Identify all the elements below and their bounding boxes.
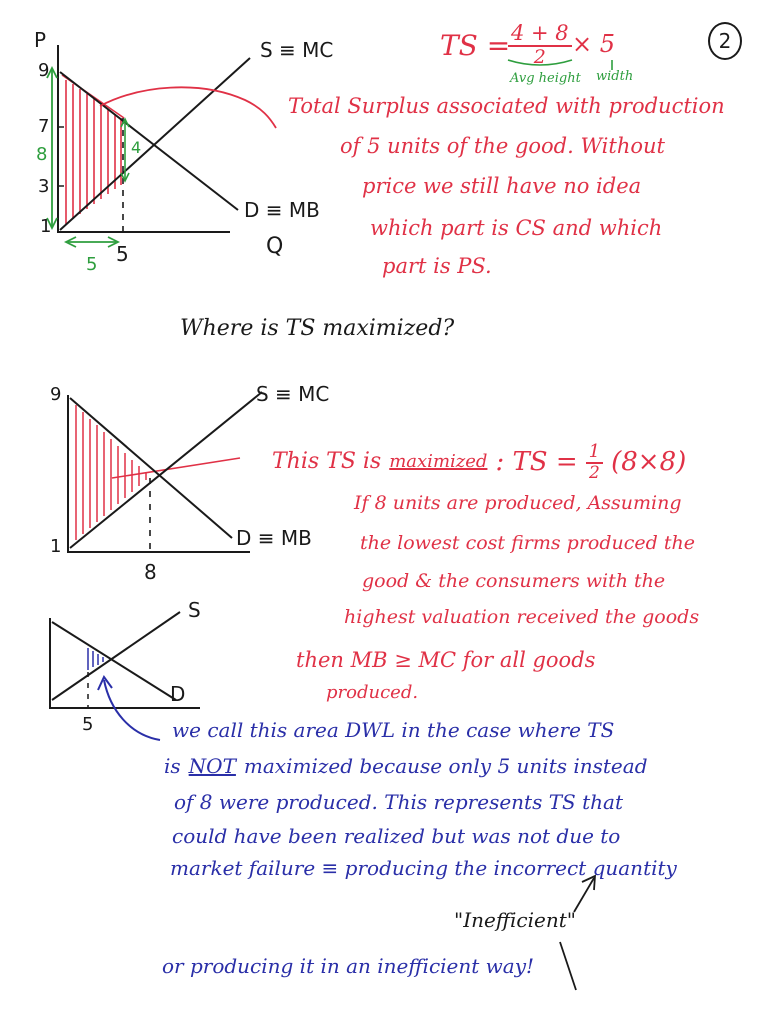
graph3-supply-label: S bbox=[188, 598, 201, 622]
graph1-demand-label: D ≡ MB bbox=[244, 198, 320, 222]
note2-formula-rhs: (8×8) bbox=[611, 447, 687, 478]
formula1-avg-height: Avg height bbox=[510, 71, 581, 86]
note2-half-num: 1 bbox=[586, 442, 603, 464]
note3-line-6: or producing it in an inefficient way! bbox=[162, 954, 535, 978]
note2-line-5: then MB ≥ MC for all goods bbox=[296, 648, 596, 672]
graph3-demand-label: D bbox=[170, 682, 186, 706]
note2-line-2: the lowest cost firms produced the bbox=[360, 532, 695, 554]
note3-line-2-a: is bbox=[164, 754, 181, 778]
graph2-demand-line bbox=[70, 398, 232, 538]
note2-prefix: This TS is bbox=[272, 449, 382, 475]
graph1-tick-7: 7 bbox=[38, 116, 50, 137]
graph2-supply-label: S ≡ MC bbox=[256, 382, 330, 406]
note3-line-5: market failure ≡ producing the incorrect quantity bbox=[170, 856, 677, 880]
graph1-tick-9: 9 bbox=[38, 60, 50, 81]
note3-line-2 bbox=[164, 756, 648, 776]
graph1-x-tick-5: 5 bbox=[116, 242, 129, 266]
note2-line-1: If 8 units are produced, Assuming bbox=[354, 492, 682, 514]
graph1-supply-label: S ≡ MC bbox=[260, 38, 334, 62]
formula1-width: width bbox=[596, 69, 634, 84]
graph-2 bbox=[68, 392, 262, 552]
graph1-supply-line bbox=[60, 58, 250, 230]
note3-not: NOT bbox=[188, 754, 236, 778]
formula1-fraction bbox=[508, 22, 572, 68]
graph2-tick-9: 9 bbox=[50, 384, 62, 405]
graph2-supply-line bbox=[70, 392, 262, 548]
note2-maximized: maximized bbox=[389, 451, 488, 473]
graph1-tick-3: 3 bbox=[38, 176, 50, 197]
graph1-q-axis-label: Q bbox=[266, 234, 284, 259]
note2-half-den: 2 bbox=[588, 462, 600, 483]
inefficient-arrow bbox=[574, 876, 595, 912]
dwl-pointer-arrow bbox=[104, 680, 160, 740]
graph1-height-label: 8 bbox=[36, 144, 48, 165]
height-arrow bbox=[47, 68, 57, 228]
graph1-tick-1: 1 bbox=[40, 216, 52, 237]
graph2-demand-label: D ≡ MB bbox=[236, 526, 312, 550]
note1-line-3: price we still have no idea bbox=[362, 174, 642, 198]
note3-line-3: of 8 were produced. This represents TS that bbox=[174, 790, 623, 814]
width-arrow bbox=[66, 237, 118, 247]
note2-headline bbox=[272, 442, 686, 482]
graph3-supply-line bbox=[52, 612, 180, 700]
graph2-ts-hatch bbox=[76, 405, 146, 540]
note3-line-2-b: maximized because only 5 units instead bbox=[243, 754, 648, 778]
note3-line-4: could have been realized but was not due to bbox=[172, 824, 621, 848]
note2-line-3: good & the consumers with the bbox=[362, 570, 666, 592]
page-number bbox=[708, 22, 742, 60]
note1-line-1: Total Surplus associated with production bbox=[288, 94, 725, 118]
graph3-x-tick-5: 5 bbox=[82, 714, 94, 735]
graph1-axes bbox=[58, 45, 230, 232]
graph2-x-tick-8: 8 bbox=[144, 560, 157, 584]
note1-line-2: of 5 units of the good. Without bbox=[340, 134, 665, 158]
graph1-gap-label: 4 bbox=[131, 138, 142, 157]
formula1-times: × 5 bbox=[572, 30, 616, 58]
note2-line-6: produced. bbox=[326, 682, 419, 703]
graph1-p-axis-label: P bbox=[34, 28, 47, 52]
note1-line-4: which part is CS and which bbox=[370, 216, 663, 240]
note2-line-4: highest valuation received the goods bbox=[344, 606, 700, 628]
graph2-tick-1: 1 bbox=[50, 536, 62, 557]
graph1-width-label: 5 bbox=[86, 254, 98, 275]
graph-1 bbox=[47, 45, 276, 247]
note1-line-5: part is PS. bbox=[382, 254, 492, 278]
note3-inefficient: "Inefficient" bbox=[454, 908, 576, 932]
formula1-denominator: 2 bbox=[533, 46, 546, 69]
page-number-value: 2 bbox=[718, 29, 732, 53]
note2-formula-lhs: : TS = bbox=[495, 447, 578, 478]
formula1-lhs: TS = bbox=[440, 29, 511, 62]
note2-half bbox=[586, 442, 603, 482]
formula1-numerator: 4 + 8 bbox=[508, 22, 572, 47]
note3-line-1: we call this area DWL in the case where TS bbox=[172, 718, 615, 742]
question-ts-maximized: Where is TS maximized? bbox=[180, 316, 455, 341]
